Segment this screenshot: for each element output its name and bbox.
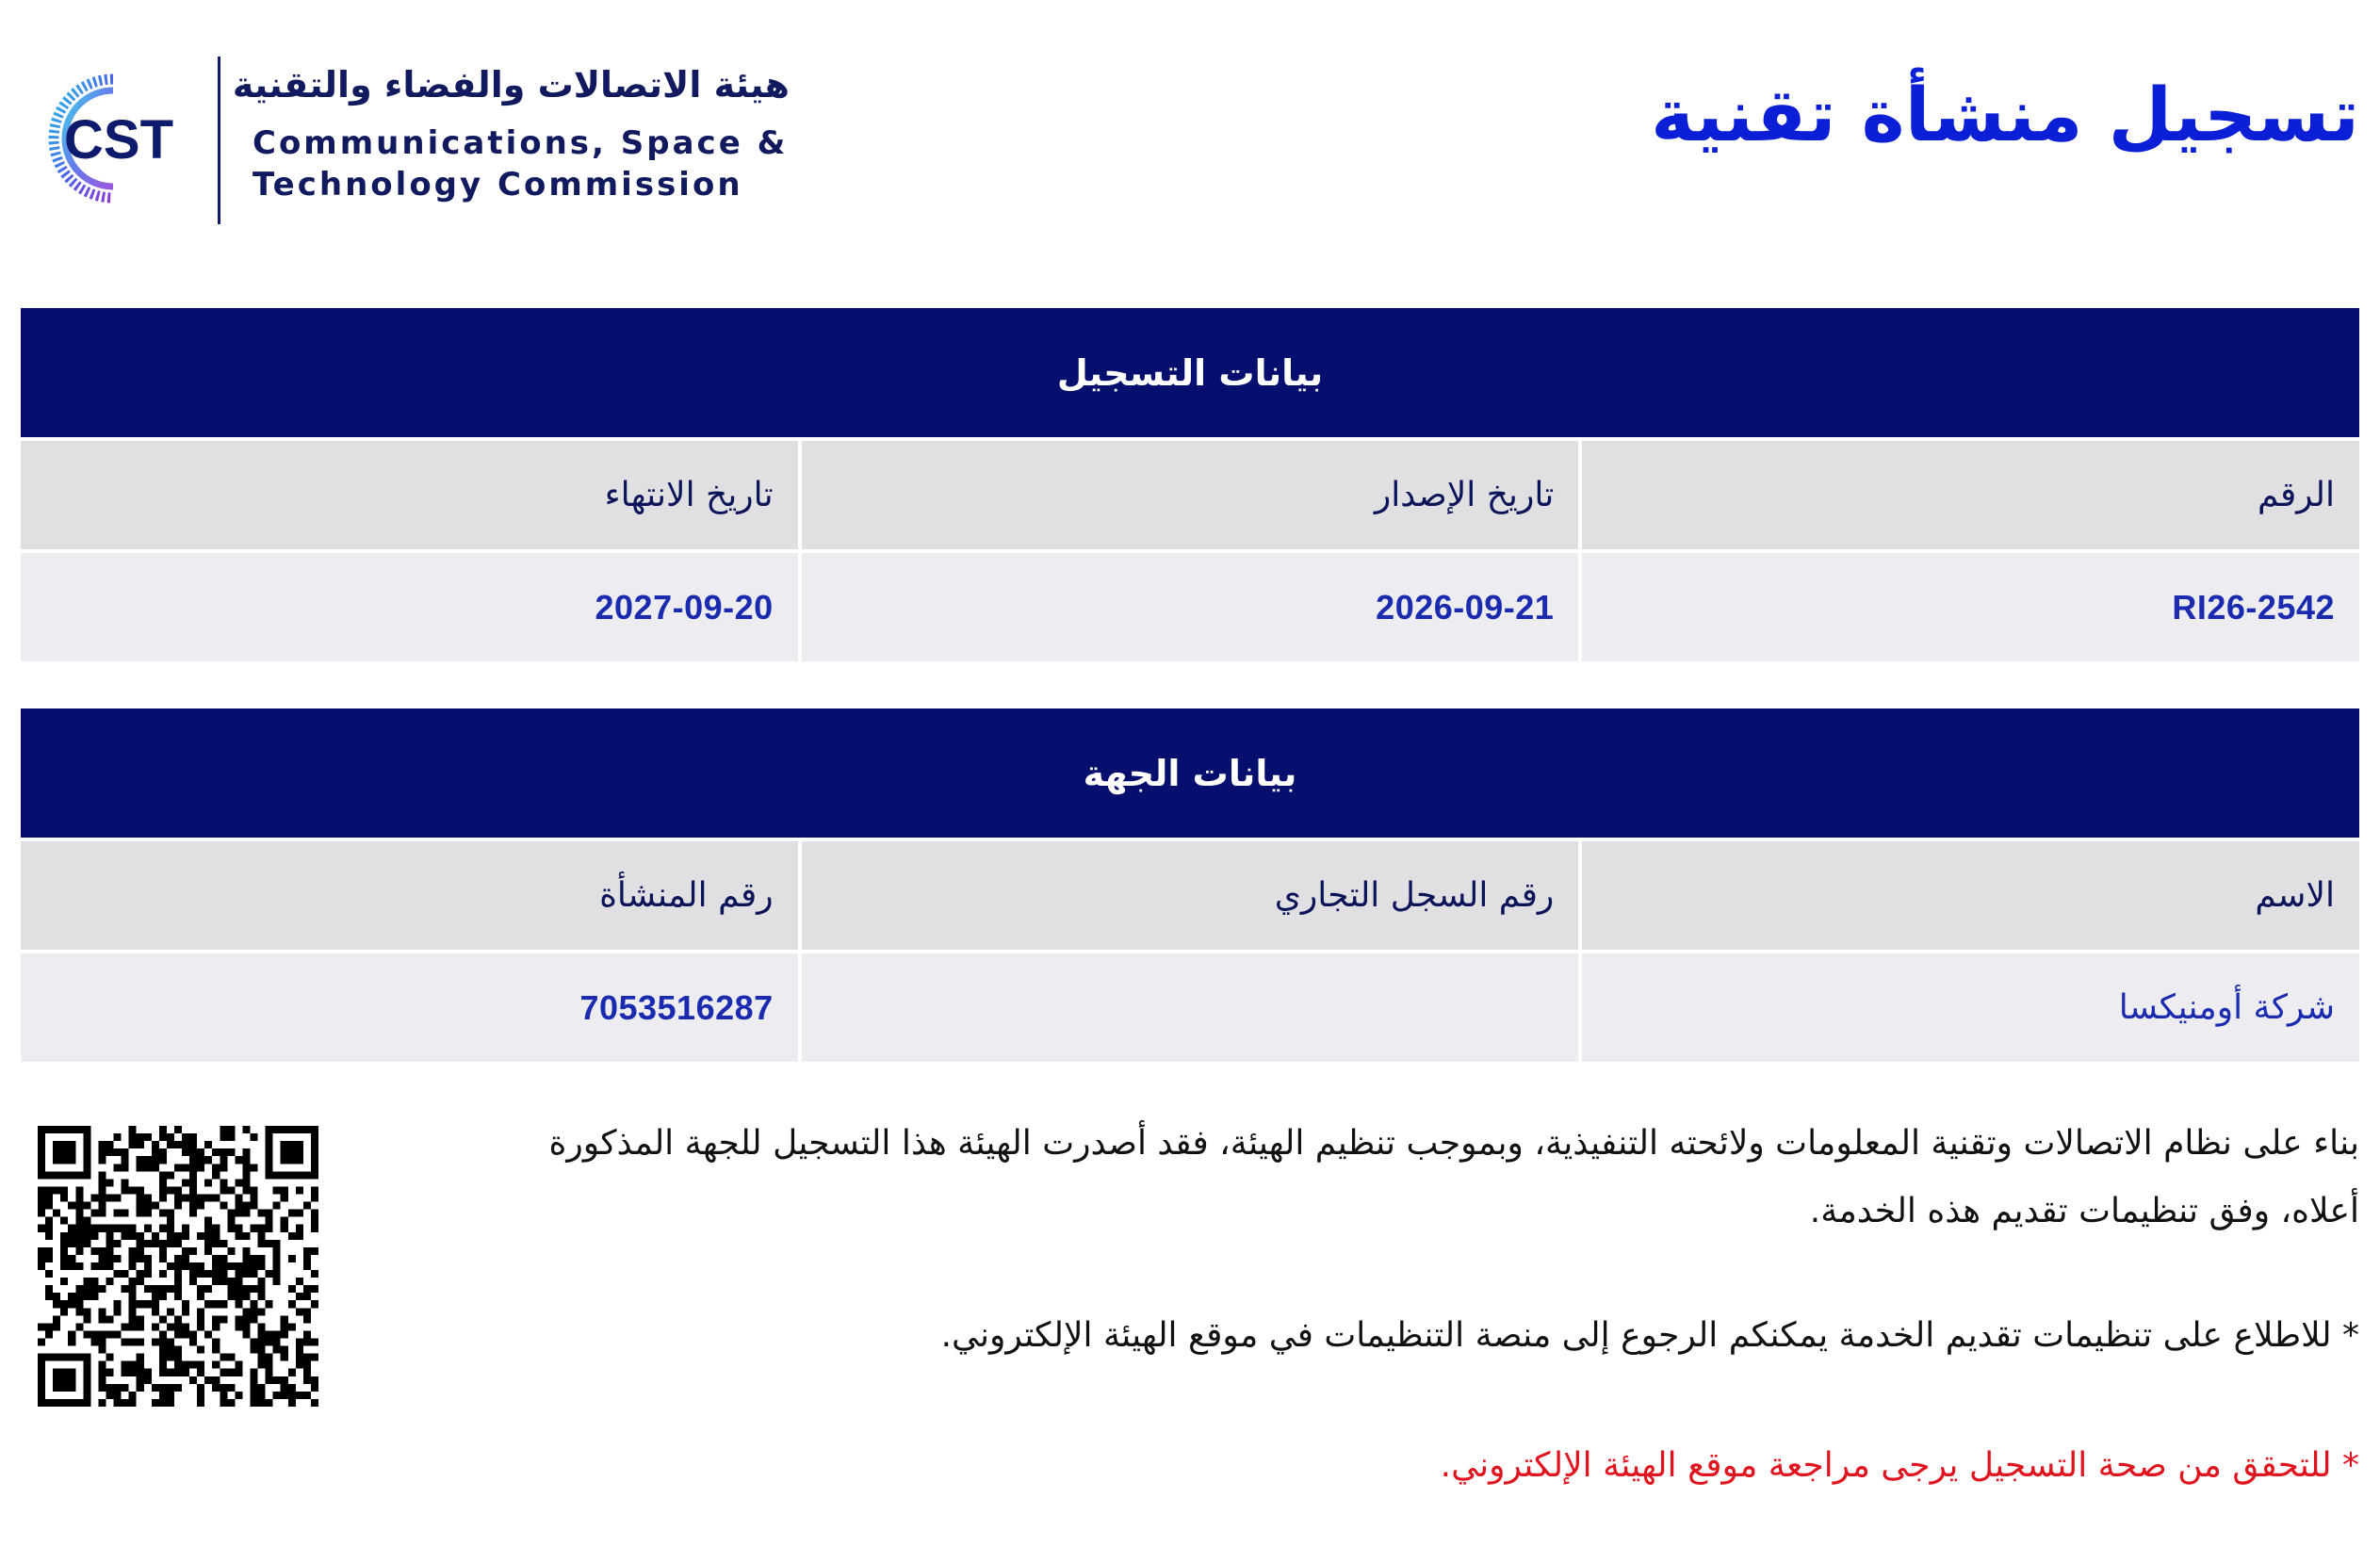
column-commercial-register-label: رقم السجل التجاري (802, 841, 1579, 950)
org-name-english-line1: Communications, Space & (253, 124, 789, 162)
regulations-note: * للاطلاع على تنظيمات تقديم الخدمة يمكنكم الرجوع إلى منصة التنظيمات في موقع الهيئة الإلكتروني. (940, 1316, 2359, 1355)
entity-value-row (21, 953, 2359, 1062)
registration-section-header: بيانات التسجيل (21, 308, 2359, 437)
org-name-english-line2: Technology Commission (253, 166, 743, 204)
cst-logo-block (26, 55, 790, 226)
column-issue-date-label: تاريخ الإصدار (802, 441, 1579, 549)
registration-number-value: RI26-2542 (1582, 553, 2359, 661)
expiry-date-value: 2027-09-20 (21, 553, 798, 661)
entity-section-header: بيانات الجهة (21, 708, 2359, 838)
qr-code-icon[interactable] (38, 1126, 318, 1407)
commercial-register-value (802, 953, 1579, 1062)
entity-name-value: شركة أومنيكسا (1582, 953, 2359, 1062)
registration-value-row (21, 553, 2359, 661)
issue-date-value: 2026-09-21 (802, 553, 1579, 661)
verification-note: * للتحقق من صحة التسجيل يرجى مراجعة موقع الهيئة الإلكتروني. (1440, 1446, 2359, 1485)
column-number-label: الرقم (1582, 441, 2359, 549)
legal-basis-paragraph: بناء على نظام الاتصالات وتقنية المعلومات ولائحته التنفيذية، وبموجب تنظيم الهيئة، فقد أصدرت الهيئة هذا التسجيل للجهة المذكورة أعلاه، وفق تنظيمات تقديم هذه الخدمة. (548, 1124, 2359, 1230)
org-name-arabic: هيئة الاتصالات والفضاء والتقنية (232, 64, 790, 106)
column-expiry-date-label: تاريخ الانتهاء (21, 441, 798, 549)
column-establishment-number-label: رقم المنشأة (21, 841, 798, 950)
page-title: تسجيل منشأة تقنية (1651, 73, 2359, 158)
registration-data-table (21, 308, 2359, 661)
logo-divider (218, 57, 220, 224)
registration-header-row (21, 441, 2359, 549)
column-name-label: الاسم (1582, 841, 2359, 950)
cst-logo-icon (26, 68, 196, 209)
establishment-number-value: 7053516287 (21, 953, 798, 1062)
entity-data-table (21, 708, 2359, 1062)
logo-text: CST (64, 109, 173, 171)
entity-header-row (21, 841, 2359, 950)
